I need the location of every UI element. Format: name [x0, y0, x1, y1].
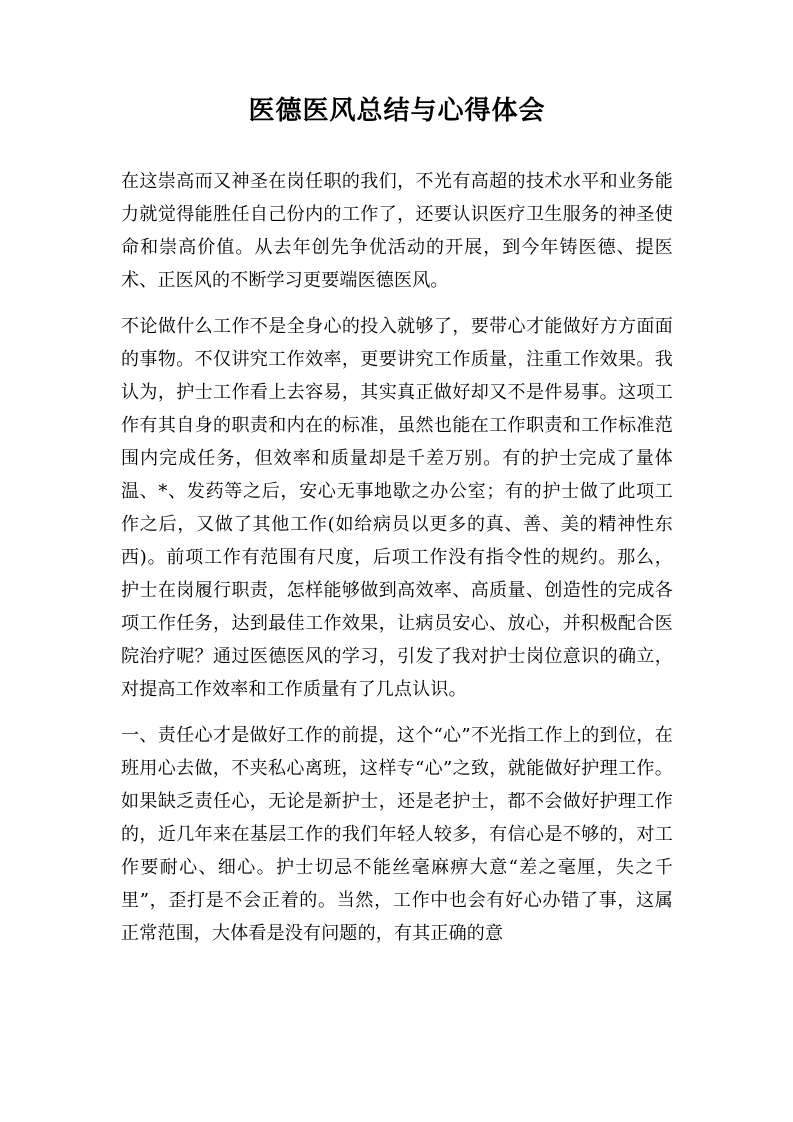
paragraph-intro: 在这崇高而又神圣在岗任职的我们，不光有高超的技术水平和业务能力就觉得能胜任自己份内的工作了，还要认识医疗卫生服务的神圣使命和崇高价值。从去年创先争优活动的开展，到今年铸医德、提医术、正医风的不断学习更要端医德医风。 [121, 171, 673, 291]
paragraph-responsibility: 一、责任心才是做好工作的前提，这个“心”不光指工作上的到位，在班用心去做，不夹私心离班，这样专“心”之致，就能做好护理工作。如果缺乏责任心，无论是新护士，还是老护士，都不会做好护理工作的，近几年来在基层工作的我们年轻人较多，有信心是不够的，对工作要耐心、细心。护士切忌不能丝毫麻痹大意“差之毫厘，失之千里”，歪打是不会正着的。当然，工作中也会有好心办错了事，这属正常范围，大体看是没有问题的，有其正确的意 [121, 725, 673, 944]
document-title: 医德医风总结与心得体会 [248, 96, 546, 126]
document-body [121, 165, 673, 950]
paragraph-work-attitude: 不论做什么工作不是全身心的投入就够了，要带心才能做好方方面面的事物。不仅讲究工作效率，更要讲究工作质量，注重工作效果。我认为，护士工作看上去容易，其实真正做好却又不是件易事。这项工作有其自身的职责和内在的标准，虽然也能在工作职责和工作标准范围内完成任务，但效率和质量却是千差万别。有的护士完成了量体温、*、发药等之后，安心无事地歇之办公室；有的护士做了此项工作之后，又做了其他工作(如给病员以更多的真、善、美的精神性东西)。前项工作有范围有尺度，后项工作没有指令性的规约。那么，护士在岗履行职责，怎样能够做到高效率、高质量、创造性的完成各项工作任务，达到最佳工作效果，让病员安心、放心，并积极配合医院治疗呢？通过医德医风的学习，引发了我对护士岗位意识的确立，对提高工作效率和工作质量有了几点认识。 [121, 316, 673, 700]
